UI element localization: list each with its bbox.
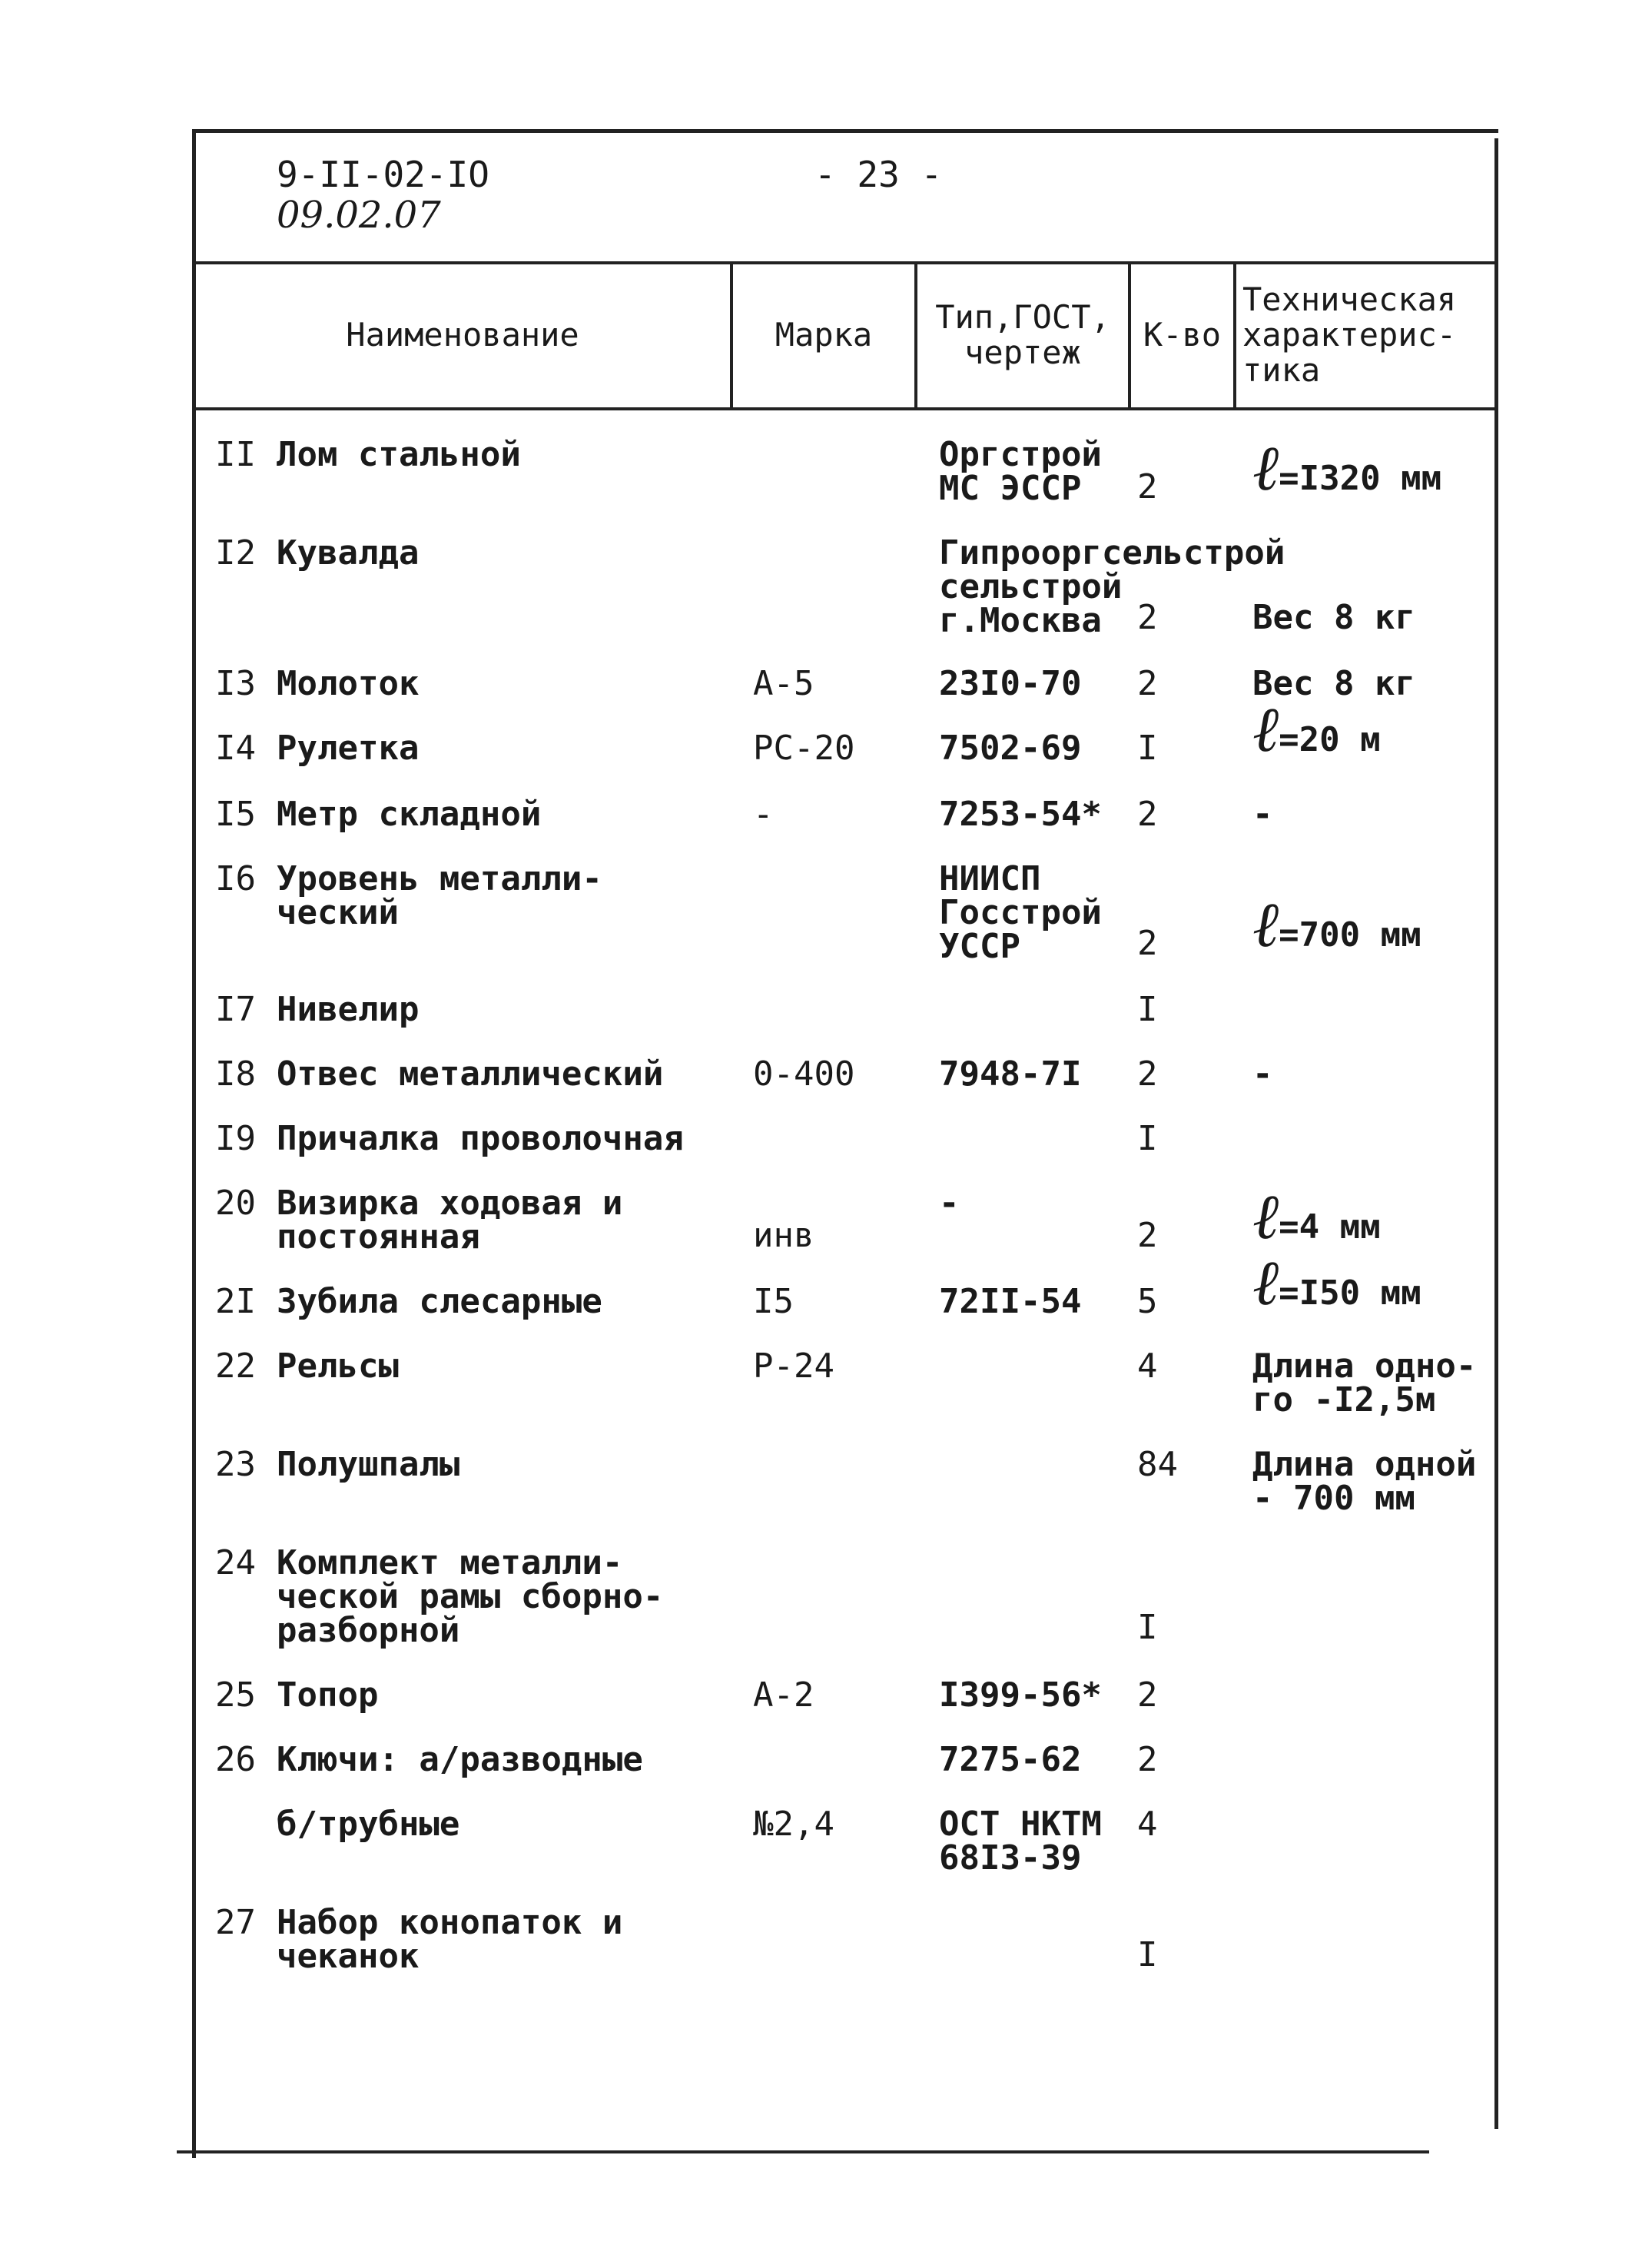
item-name: Метр складной bbox=[277, 795, 542, 834]
item-technical-spec: ℓ=I320 мм bbox=[1252, 432, 1442, 505]
item-quantity: 2 bbox=[1137, 1216, 1158, 1255]
row-number: I9 bbox=[215, 1119, 256, 1158]
length-symbol: ℓ bbox=[1252, 1247, 1279, 1320]
item-mark: №2,4 bbox=[753, 1805, 834, 1844]
item-mark: 0-400 bbox=[753, 1054, 855, 1094]
item-quantity: I bbox=[1137, 1119, 1158, 1158]
item-name: Рулетка bbox=[277, 729, 420, 768]
item-technical-spec: Длина одной - 700 мм bbox=[1252, 1445, 1477, 1518]
item-name: Визирка ходовая и постоянная bbox=[277, 1184, 623, 1257]
item-technical-spec: ℓ=I50 мм bbox=[1252, 1247, 1421, 1320]
item-gost: НИИСП Госстрой УССР bbox=[939, 859, 1102, 966]
row-number: I7 bbox=[215, 990, 256, 1029]
item-name: Нивелир bbox=[277, 990, 420, 1029]
item-mark: инв bbox=[753, 1216, 814, 1255]
item-quantity: 2 bbox=[1137, 1675, 1158, 1715]
item-name: Молоток bbox=[277, 664, 420, 703]
handwritten-date: 09.02.07 bbox=[277, 194, 441, 237]
item-technical-spec: ℓ=700 мм bbox=[1252, 888, 1421, 961]
item-gost: 7502-69 bbox=[939, 729, 1082, 768]
item-gost: ОСТ НКТМ 68I3-39 bbox=[939, 1805, 1102, 1878]
item-name: Набор конопаток и чеканок bbox=[277, 1903, 623, 1976]
item-gost: 7253-54* bbox=[939, 795, 1102, 834]
item-technical-spec: Вес 8 кг bbox=[1252, 664, 1415, 703]
row-number: I5 bbox=[215, 795, 256, 834]
item-technical-spec: - bbox=[1252, 1054, 1273, 1094]
column-header-quantity: К-во bbox=[1143, 316, 1222, 354]
frame-bottom-border bbox=[177, 2150, 1429, 2153]
item-gost: 23I0-70 bbox=[939, 664, 1082, 703]
item-gost: 7948-7I bbox=[939, 1054, 1082, 1094]
item-name: Кувалда bbox=[277, 533, 420, 573]
item-gost: Оргстрой МС ЭССР bbox=[939, 435, 1102, 508]
page-number: - 23 - bbox=[814, 154, 943, 195]
column-header-name: Наименование bbox=[346, 316, 579, 354]
item-quantity: 2 bbox=[1137, 664, 1158, 703]
item-name: Топор bbox=[277, 1675, 379, 1715]
row-number: I8 bbox=[215, 1054, 256, 1094]
item-technical-spec: ℓ=4 мм bbox=[1252, 1180, 1381, 1254]
item-mark: Р-24 bbox=[753, 1346, 834, 1386]
document-code: 9-II-02-IO bbox=[277, 154, 489, 195]
item-gost: - bbox=[939, 1184, 960, 1223]
item-mark: А-5 bbox=[753, 664, 814, 703]
length-symbol: ℓ bbox=[1252, 693, 1279, 766]
item-quantity: 2 bbox=[1137, 598, 1158, 637]
item-name: Лом стальной bbox=[277, 435, 521, 474]
row-number: II bbox=[215, 435, 256, 474]
row-number: 24 bbox=[215, 1543, 256, 1582]
item-quantity: I bbox=[1137, 1935, 1158, 1974]
column-header-type-gost: Тип,ГОСТ, чертеж bbox=[935, 298, 1110, 371]
row-number: 26 bbox=[215, 1740, 256, 1779]
row-number: I6 bbox=[215, 859, 256, 898]
item-mark: I5 bbox=[753, 1282, 794, 1321]
item-quantity: 2 bbox=[1137, 467, 1158, 506]
row-number: I3 bbox=[215, 664, 256, 703]
item-mark: А-2 bbox=[753, 1675, 814, 1715]
item-quantity: 2 bbox=[1137, 1054, 1158, 1094]
item-gost: 72II-54 bbox=[939, 1282, 1082, 1321]
length-symbol: ℓ bbox=[1252, 1180, 1279, 1254]
table-header-bottom-rule bbox=[192, 407, 1498, 410]
row-number: 27 bbox=[215, 1903, 256, 1942]
item-technical-spec: ℓ=20 м bbox=[1252, 693, 1381, 766]
row-number: 20 bbox=[215, 1184, 256, 1223]
item-technical-spec: - bbox=[1252, 795, 1273, 834]
item-mark: РС-20 bbox=[753, 729, 855, 768]
item-gost: Гипрооргсельстрой сельстрой г.Москва bbox=[939, 533, 1285, 640]
length-symbol: ℓ bbox=[1252, 888, 1279, 961]
row-number: I4 bbox=[215, 729, 256, 768]
item-technical-spec: Длина одно- го -I2,5м bbox=[1252, 1346, 1477, 1420]
item-name: Отвес металлический bbox=[277, 1054, 664, 1094]
item-name: Рельсы bbox=[277, 1346, 399, 1386]
frame-right-border bbox=[1494, 138, 1498, 2129]
item-quantity: 5 bbox=[1137, 1282, 1158, 1321]
item-name: Ключи: а/разводные bbox=[277, 1740, 643, 1779]
item-quantity: I bbox=[1137, 990, 1158, 1029]
item-mark: - bbox=[753, 795, 774, 834]
item-name: Причалка проволочная bbox=[277, 1119, 684, 1158]
column-header-mark: Марка bbox=[775, 316, 873, 354]
frame-left-border bbox=[192, 129, 196, 2158]
row-number: 22 bbox=[215, 1346, 256, 1386]
length-symbol: ℓ bbox=[1252, 432, 1279, 505]
item-gost: 7275-62 bbox=[939, 1740, 1082, 1779]
item-name: Полушпалы bbox=[277, 1445, 460, 1484]
item-quantity: 2 bbox=[1137, 795, 1158, 834]
item-name: б/трубные bbox=[277, 1805, 460, 1844]
item-quantity: 4 bbox=[1137, 1805, 1158, 1844]
item-quantity: I bbox=[1137, 1608, 1158, 1647]
item-quantity: 4 bbox=[1137, 1346, 1158, 1386]
item-quantity: 2 bbox=[1137, 924, 1158, 963]
item-quantity: 2 bbox=[1137, 1740, 1158, 1779]
item-name: Уровень металли- ческий bbox=[277, 859, 602, 932]
item-gost: I399-56* bbox=[939, 1675, 1102, 1715]
item-quantity: 84 bbox=[1137, 1445, 1178, 1484]
row-number: I2 bbox=[215, 533, 256, 573]
row-number: 25 bbox=[215, 1675, 256, 1715]
item-name: Зубила слесарные bbox=[277, 1282, 602, 1321]
column-header-technical-spec: Техническая характерис- тика bbox=[1242, 281, 1457, 389]
row-number: 2I bbox=[215, 1282, 256, 1321]
item-quantity: I bbox=[1137, 729, 1158, 768]
item-name: Комплект металли- ческой рамы сборно- разборной bbox=[277, 1543, 664, 1650]
row-number: 23 bbox=[215, 1445, 256, 1484]
item-technical-spec: Вес 8 кг bbox=[1252, 598, 1415, 637]
frame-top-border bbox=[192, 129, 1498, 133]
